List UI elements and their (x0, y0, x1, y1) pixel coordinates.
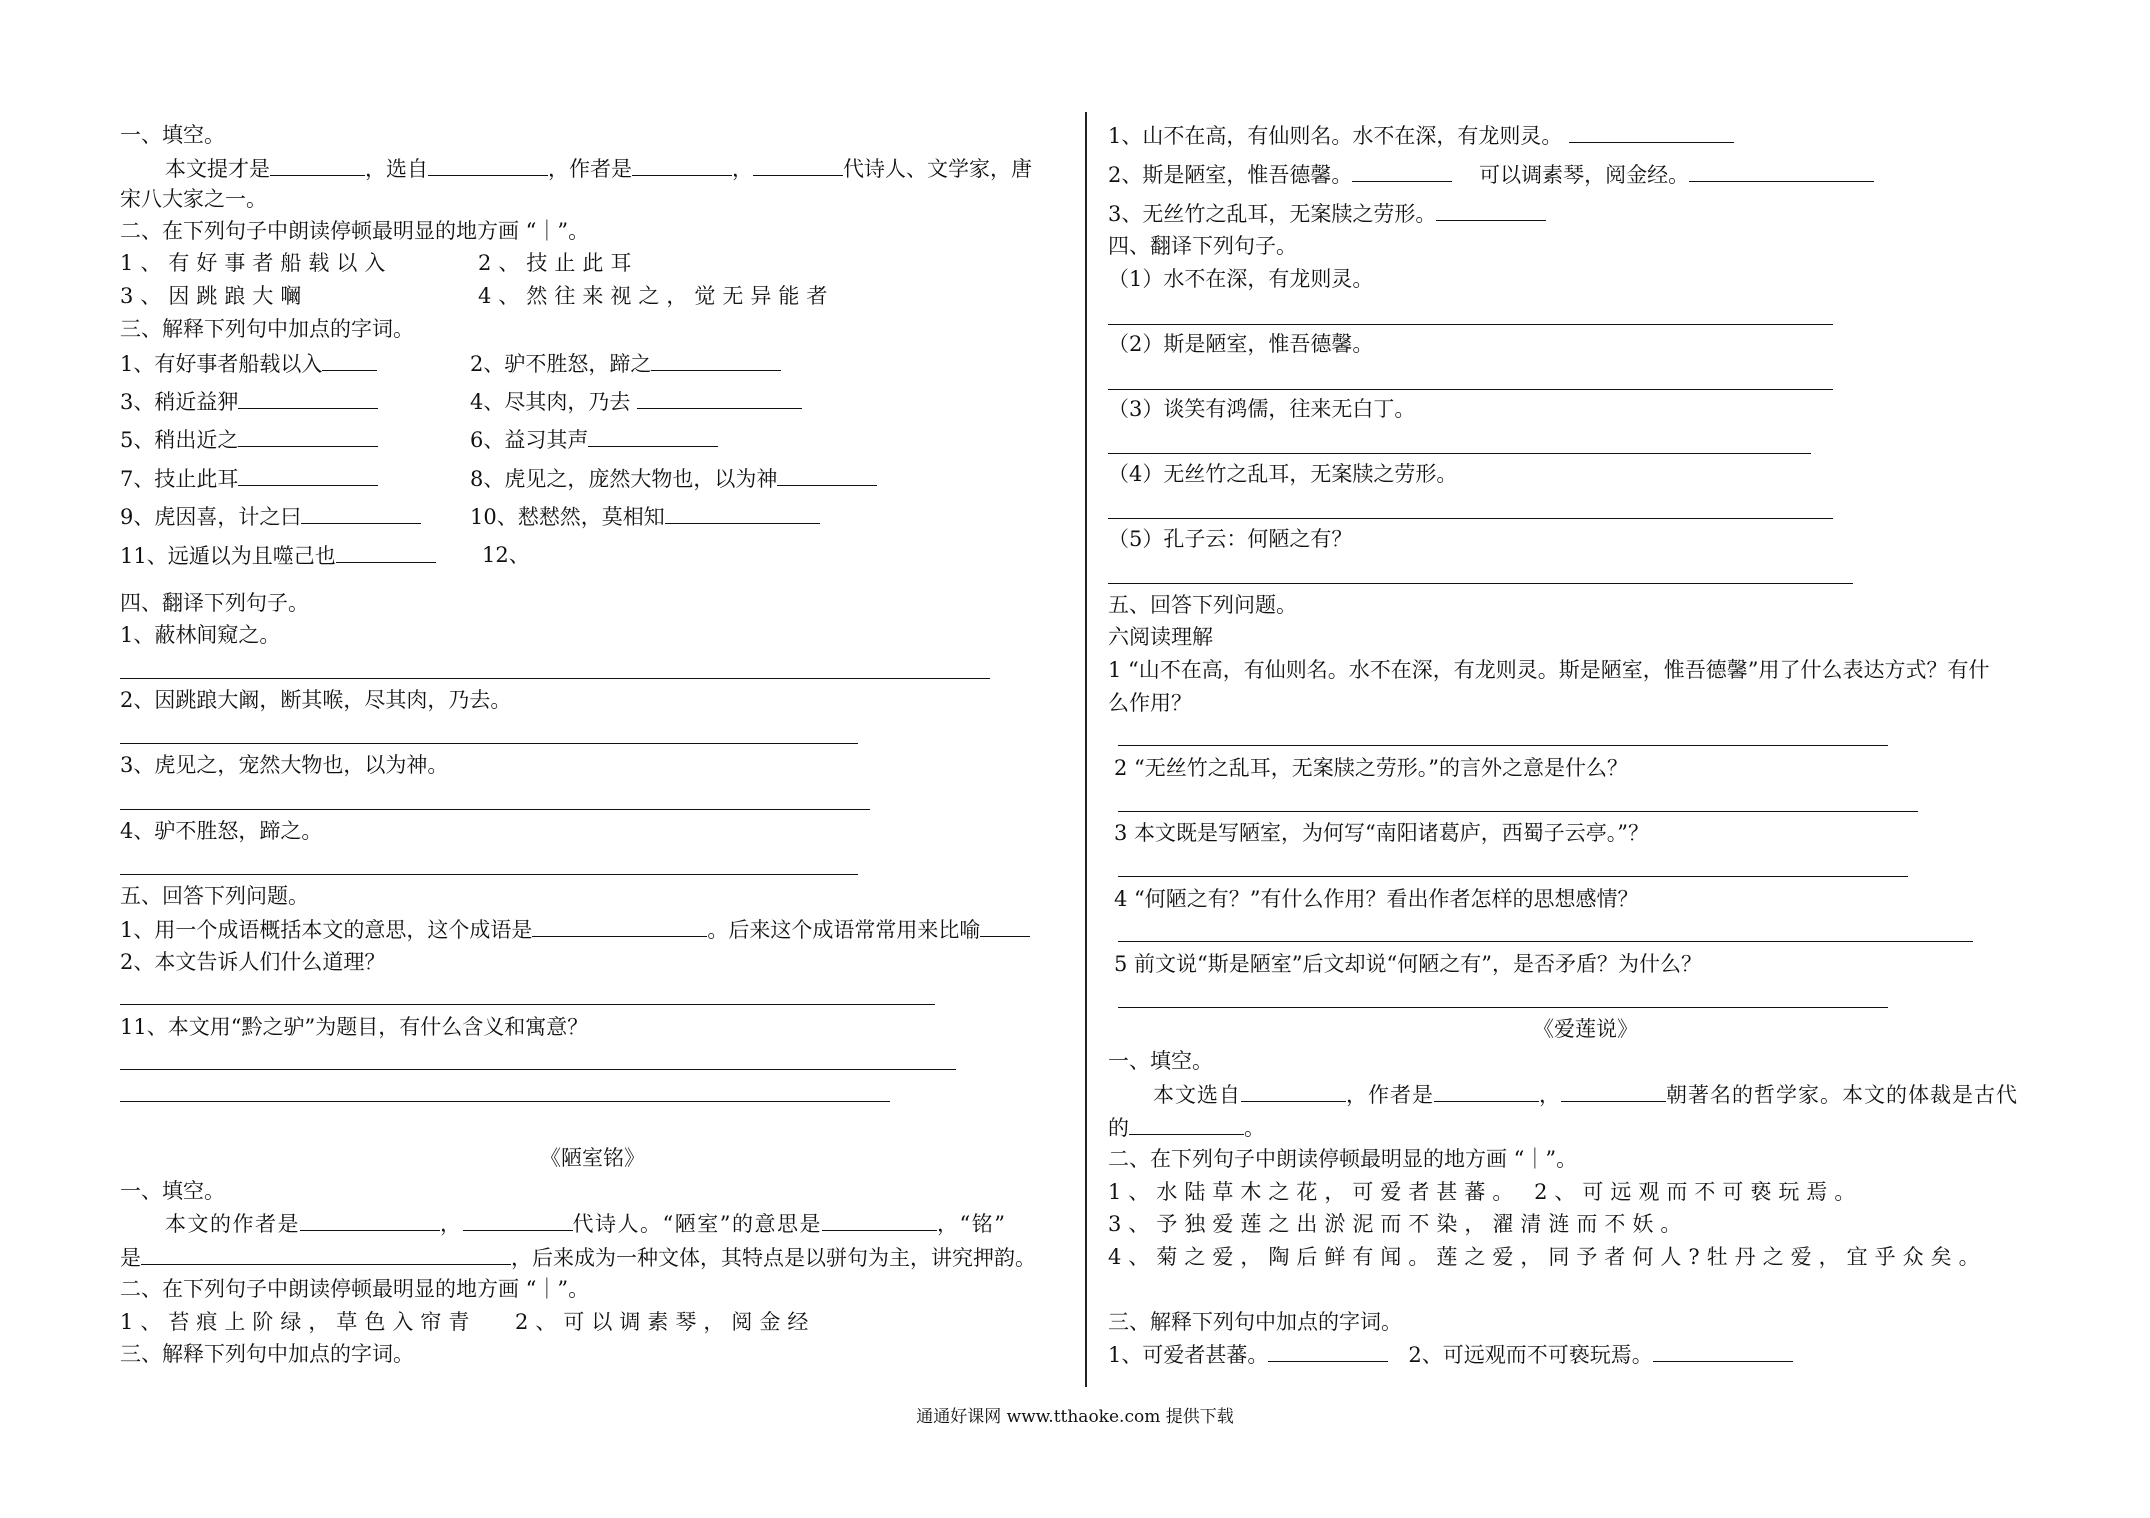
pause-sentence: 1、苔痕上阶绿，草色入帘青 (120, 1310, 477, 1334)
text: 2、驴不胜怒，蹄之 (470, 352, 652, 376)
answer-line[interactable] (1108, 389, 1833, 390)
answer-line[interactable] (1118, 745, 1888, 746)
text: ，“铭” (936, 1212, 1007, 1236)
text: 9、虎因喜，计之曰 (120, 505, 302, 529)
answer-line[interactable] (120, 678, 990, 679)
pause-sentence: 3、因跳踉大㘎 (120, 284, 309, 308)
text: 3、稍近益狎 (120, 390, 239, 414)
blank[interactable] (141, 1244, 511, 1265)
pause-sentence (1108, 1179, 1862, 1205)
blank[interactable] (777, 465, 877, 486)
text: 本文的作者是 (165, 1212, 300, 1236)
pause-sentence: 2、可以调素琴，阅金经 (515, 1310, 816, 1334)
blank[interactable] (651, 350, 781, 371)
text: 2、斯是陋室，惟吾德馨。 (1108, 163, 1353, 187)
explain-item (470, 503, 820, 530)
section-title: 三、解释下列句中加点的字词。 (120, 1342, 414, 1366)
blank[interactable] (301, 503, 421, 524)
text: 。 (1244, 1116, 1265, 1140)
text: ，选自 (365, 157, 428, 181)
answer-line[interactable] (1108, 453, 1811, 454)
question: 么作用？ (1108, 691, 1192, 715)
section-title: 二、在下列句子中朗读停顿最明显的地方画 “｜”。 (1108, 1147, 1578, 1171)
section-title: 二、在下列句子中朗读停顿最明显的地方画 “｜”。 (120, 1277, 590, 1301)
answer-line[interactable] (120, 809, 870, 810)
blank[interactable] (1653, 1341, 1793, 1362)
text: 7、技止此耳 (120, 467, 239, 491)
answer-line[interactable] (120, 1069, 956, 1070)
text: 11、远遁以为且噬己也 (120, 544, 336, 568)
text: 10、慭慭然，莫相知 (470, 505, 665, 529)
pause-sentence: 3、予独爱莲之出淤泥而不染，濯清涟而不妖。 (1108, 1212, 1689, 1236)
blank[interactable] (1436, 200, 1546, 221)
blank[interactable] (1434, 1081, 1539, 1102)
section-title: 三、解释下列句中加点的字词。 (1108, 1310, 1402, 1334)
text: ， (732, 157, 753, 181)
blank[interactable] (1569, 122, 1734, 143)
text: 1、有好事者船载以入 (120, 352, 323, 376)
fill-line (1153, 1081, 2018, 1108)
fill-line (165, 155, 1032, 182)
footer-credit: 通通好课网 www.tthaoke.com 提供下载 (916, 1407, 1234, 1427)
blank[interactable] (637, 388, 802, 409)
answer-line[interactable] (120, 874, 858, 875)
text: 5、稍出近之 (120, 428, 239, 452)
text: ， (440, 1212, 463, 1236)
blank[interactable] (463, 1210, 573, 1231)
blank[interactable] (1352, 161, 1452, 182)
section-title: 一、填空。 (120, 1179, 225, 1203)
blank[interactable] (238, 388, 378, 409)
fill-line (1108, 1114, 1265, 1141)
text: 代诗人。“陋室”的意思是 (572, 1212, 822, 1236)
answer-line[interactable] (1108, 583, 1853, 584)
text: 1、水陆草木之花，可爱者甚蕃。 (1108, 1180, 1521, 1204)
section-title: 五、回答下列问题。 (120, 884, 309, 908)
translate-item: 1、蔽林间窥之。 (120, 623, 281, 647)
text: ，后来成为一种文体，其特点是以骈句为主，讲究押韵。 (511, 1246, 1036, 1270)
answer-line[interactable] (120, 1004, 935, 1005)
column-divider (1085, 112, 1087, 1387)
text: ，作者是 (1346, 1083, 1434, 1107)
blank[interactable] (1561, 1081, 1666, 1102)
text: 8、虎见之，庞然大物也，以为神 (470, 467, 778, 491)
blank[interactable] (1241, 1081, 1346, 1102)
text: 2、可远观而不可亵玩焉。 (1534, 1180, 1863, 1204)
explain-item (120, 350, 377, 377)
translate-item: （1）水不在深，有龙则灵。 (1108, 267, 1374, 291)
blank[interactable] (1689, 161, 1874, 182)
translate-item: 3、虎见之，宠然大物也，以为神。 (120, 753, 449, 777)
text: 代诗人、文学家，唐 (843, 157, 1032, 181)
blank[interactable] (428, 155, 548, 176)
text: 朝著名的哲学家。本文的体裁是古代 (1666, 1083, 2018, 1107)
text: 。后来这个成语常常用来比喻 (707, 918, 981, 942)
translate-item: 2、因跳踉大阚，断其喉，尽其肉，乃去。 (120, 688, 512, 712)
fill-line (120, 1244, 1036, 1271)
question: 1 “山不在高，有仙则名。水不在深，有龙则灵。斯是陋室，惟吾德馨”用了什么表达方式？有什 (1108, 658, 1990, 682)
text: 是 (120, 1246, 141, 1270)
explain-item (120, 465, 378, 492)
question: 11、本文用“黔之驴”为题目，有什么含义和寓意？ (120, 1015, 589, 1039)
answer-line[interactable] (1118, 941, 1973, 942)
blank[interactable] (270, 155, 365, 176)
text: 本文提才是 (165, 157, 270, 181)
explain-item (120, 388, 378, 415)
translate-item: （2）斯是陋室，惟吾德馨。 (1108, 332, 1374, 356)
explain-item (1108, 122, 1734, 149)
blank[interactable] (238, 426, 378, 447)
text: ， (1539, 1083, 1561, 1107)
text: 6、益习其声 (470, 428, 589, 452)
section-title: 五、回答下列问题。 (1108, 593, 1297, 617)
translate-item: （5）孔子云：何陋之有？ (1108, 527, 1353, 551)
blank[interactable] (532, 916, 707, 937)
explain-item (470, 388, 802, 415)
explain-item (1108, 161, 1874, 188)
blank[interactable] (336, 542, 436, 563)
blank[interactable] (632, 155, 732, 176)
text: 可以调素琴，阅金经。 (1479, 163, 1690, 187)
text-line: 宋八大家之一。 (120, 187, 267, 211)
text: 2、可远观而不可亵玩焉。 (1408, 1343, 1653, 1367)
text: 的 (1108, 1116, 1129, 1140)
translate-item: 4、驴不胜怒，蹄之。 (120, 819, 323, 843)
explain-item (120, 542, 436, 569)
explain-item (470, 426, 718, 453)
pause-sentence: 1、有好事者船载以入 (120, 251, 393, 275)
fill-line (165, 1210, 1006, 1237)
pause-sentence: 4、菊之爱，陶后鲜有闻。莲之爱，同予者何人?牡丹之爱，宜乎众矣。 (1108, 1245, 1987, 1269)
question (120, 916, 1030, 943)
question: 2 “无丝竹之乱耳，无案牍之劳形。”的言外之意是什么？ (1114, 756, 1629, 780)
explain-item (120, 426, 378, 453)
blank[interactable] (1268, 1341, 1388, 1362)
blank[interactable] (822, 1210, 937, 1231)
section-title: 一、填空。 (1108, 1049, 1213, 1073)
answer-line[interactable] (120, 1101, 890, 1102)
pause-sentence: 2、技止此耳 (478, 251, 639, 275)
blank[interactable] (322, 350, 377, 371)
explain-item (120, 503, 421, 530)
explain-item (470, 350, 781, 377)
question: 4 “何陋之有？”有什么作用？看出作者怎样的思想感情？ (1114, 887, 1639, 911)
answer-line[interactable] (1118, 876, 1908, 877)
answer-line[interactable] (1108, 518, 1833, 519)
text: 3、无丝竹之乱耳，无案牍之劳形。 (1108, 202, 1437, 226)
answer-line[interactable] (1118, 1007, 1888, 1008)
pause-sentence: 4、然往来视之，觉无异能者 (478, 284, 835, 308)
explain-item (1108, 1341, 1793, 1368)
blank[interactable] (753, 155, 843, 176)
blank[interactable] (588, 426, 718, 447)
translate-item: （3）谈笑有鸿儒，往来无白丁。 (1108, 397, 1416, 421)
translate-item: （4）无丝竹之乱耳，无案牍之劳形。 (1108, 462, 1458, 486)
question: 5 前文说“斯是陋室”后文却说“何陋之有”，是否矛盾？为什么？ (1114, 952, 1702, 976)
explain-item (470, 465, 877, 492)
essay-title: 《陋室铭》 (540, 1146, 645, 1170)
text: 本文选自 (1153, 1083, 1241, 1107)
blank[interactable] (300, 1210, 440, 1231)
text: 4、尽其肉，乃去 (470, 390, 631, 414)
section-title: 四、翻译下列句子。 (120, 591, 309, 615)
blank[interactable] (1129, 1114, 1244, 1135)
question: 3 本文既是写陋室，为何写“南阳诸葛庐，西蜀子云亭。”？ (1114, 821, 1650, 845)
blank[interactable] (238, 465, 378, 486)
blank[interactable] (980, 916, 1030, 937)
explain-item: 12、 (482, 543, 530, 567)
answer-line[interactable] (1108, 324, 1833, 325)
answer-line[interactable] (120, 743, 858, 744)
section-title: 三、解释下列句中加点的字词。 (120, 317, 414, 341)
blank[interactable] (665, 503, 820, 524)
question: 2、本文告诉人们什么道理？ (120, 950, 386, 974)
section-title: 一、填空。 (120, 123, 225, 147)
explain-item (1108, 200, 1546, 227)
section-title: 四、翻译下列句子。 (1108, 234, 1297, 258)
essay-title: 《爱莲说》 (1533, 1017, 1638, 1041)
text: ，作者是 (548, 157, 632, 181)
section-title: 二、在下列句子中朗读停顿最明显的地方画 “｜”。 (120, 219, 590, 243)
answer-line[interactable] (1118, 811, 1918, 812)
text: 1、山不在高，有仙则名。水不在深，有龙则灵。 (1108, 124, 1563, 148)
text: 1、用一个成语概括本文的意思，这个成语是 (120, 918, 533, 942)
text: 1、可爱者甚蕃。 (1108, 1343, 1269, 1367)
section-title: 六阅读理解 (1108, 625, 1213, 649)
